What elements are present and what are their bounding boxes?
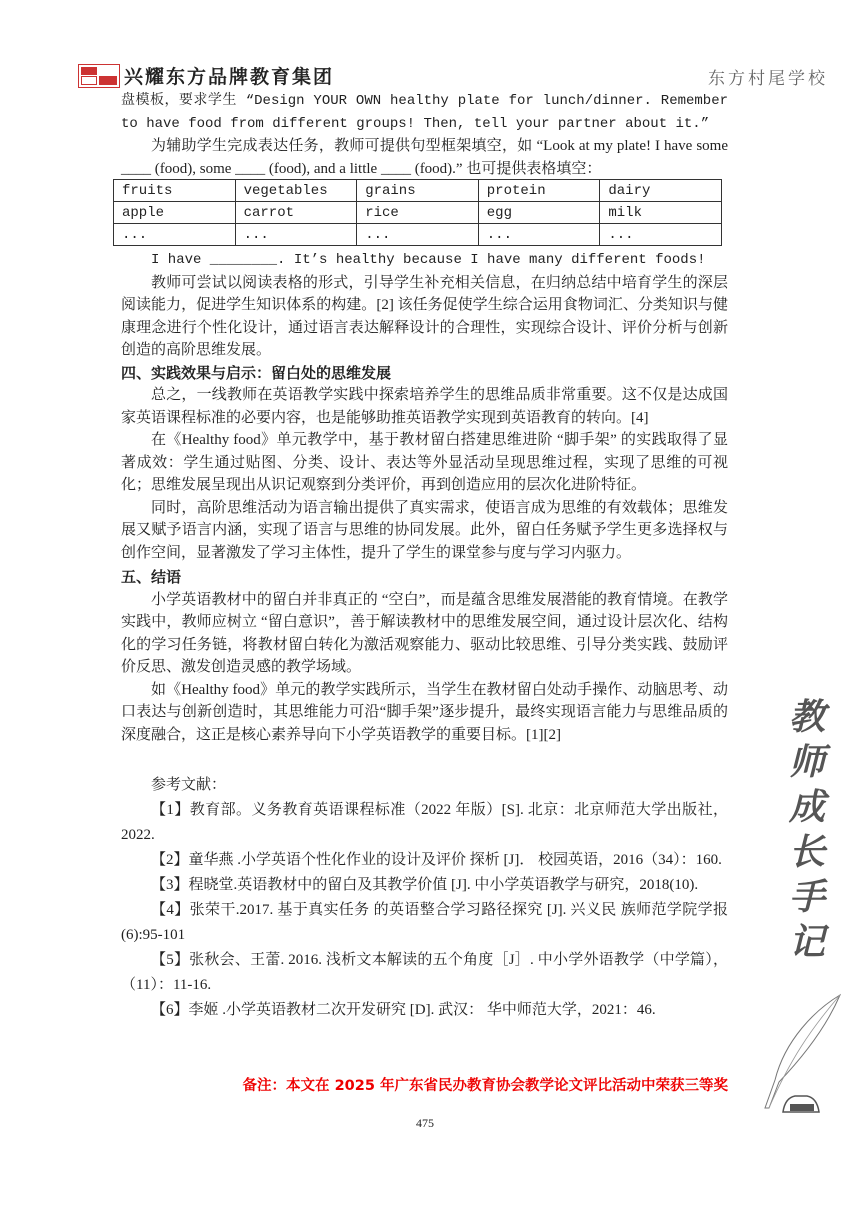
calligraphy-title — [782, 695, 832, 965]
table-row — [114, 202, 722, 224]
paragraph: 为辅助学生完成表达任务，教师可提供句型框架填空，如 “Look at my plate! I have some ____ (food), some ____ (food), and a little ____ (food).” 也可提供表格填空： — [121, 138, 728, 177]
calligraphy-char: 长 — [788, 831, 825, 873]
section-heading: 四、实践效果与启示：留白处的思维发展 — [121, 363, 392, 382]
table-cell: milk — [600, 202, 722, 224]
page-number: 475 — [416, 1116, 434, 1130]
paragraph: I have ________. It’s healthy because I have many different foods! — [151, 252, 706, 268]
table-cell: ... — [114, 224, 236, 246]
table-cell: apple — [114, 202, 236, 224]
reference-item: 【6】李姬 .小学英语教材二次开发研究 [D]. 武汉： 华中师范大学，2021：46. — [151, 1002, 656, 1018]
table-cell: ... — [478, 224, 600, 246]
table-cell: egg — [478, 202, 600, 224]
table-cell: carrot — [235, 202, 357, 224]
reference-item: 【5】张秋会、王蕾. 2016. 浅析文本解读的五个角度［J］. 中小学外语教学（中学篇），（11）：11-16. — [121, 952, 728, 993]
table-row — [114, 180, 722, 202]
reference-item: 【2】童华燕 .小学英语个性化作业的设计及评价 探析 [J]． 校园英语，2016（34）：160. — [151, 852, 722, 868]
award-note: 备注：本文在 2025 年广东省民办教育协会教学论文评比活动中荣获三等奖 — [242, 1078, 728, 1094]
calligraphy-char: 记 — [788, 921, 825, 963]
table-cell: protein — [478, 180, 600, 202]
paragraph: 在《Healthy food》单元教学中，基于教材留白搭建思维进阶 “脚手架” 的实践取得了显著成效：学生通过贴图、分类、设计、表达等外显活动呈现思维过程，实现了思维的可视化；思维发展呈现出从识记观察到分类评价，再到创造应用的层次化进阶特征。 — [121, 432, 728, 493]
table-cell: ... — [235, 224, 357, 246]
calligraphy-char: 师 — [788, 741, 825, 783]
paragraph: 如《Healthy food》单元的教学实践所示，当学生在教材留白处动手操作、动脑思考、动口表达与创新创造时，其思维能力可沿“脚手架”逐步提升，最终实现语言能力与思维品质的深度融合，这正是核心素养导向下小学英语教学的重要目标。[1][2] — [121, 681, 728, 743]
table-cell: grains — [357, 180, 479, 202]
paragraph: 总之，一线教师在英语教学实践中探索培养学生的思维品质非常重要。这不仅是达成国家英语课程标准的必要内容，也是能够助推英语教学实现到英语教育的转向。[4] — [121, 387, 728, 426]
calligraphy-char: 手 — [788, 876, 825, 918]
table-cell: vegetables — [235, 180, 357, 202]
references — [121, 773, 728, 1023]
reference-item: 【4】张荣干.2017. 基于真实任务 的英语整合学习路径探究 [J]. 兴义民 族师范学院学报 (6):95-101 — [121, 902, 728, 943]
table-cell: rice — [357, 202, 479, 224]
paragraph: 教师可尝试以阅读表格的形式，引导学生补充相关信息，在归纳总结中培育学生的深层阅读能力，促进学生知识体系的构建。[2] 该任务促使学生综合运用食物词汇、分类知识与健康理念进行个性化设计，通过语言表达解释设计的合理性，实现综合设计、评价分析与创新创造的高阶思维发展。 — [121, 274, 728, 358]
table-cell: dairy — [600, 180, 722, 202]
reference-item: 【1】教育部。义务教育英语课程标准（2022 年版）[S]. 北京：北京师范大学出版社，2022. — [121, 802, 728, 843]
paragraph: 小学英语教材中的留白并非真正的 “空白”，而是蕴含思维发展潜能的教育情境。在教学实践中，教师应树立 “留白意识”，善于解读教材中的思维发展空间，通过设计层次化、结构化的学习任务链，将教材留白转化为激活观察能力、驱动比较思维、引导分类实践、鼓励评价反思、激发创造灵感的教学场域。 — [121, 591, 728, 675]
food-table — [113, 179, 722, 246]
quill-ink-icon — [755, 990, 850, 1120]
table-cell: fruits — [114, 180, 236, 202]
group-logo — [78, 64, 120, 88]
body-top — [121, 90, 728, 180]
table-cell: ... — [600, 224, 722, 246]
calligraphy-char: 成 — [788, 786, 825, 828]
brand-title: 兴耀东方品牌教育集团 — [124, 66, 335, 88]
references-title: 参考文献： — [151, 777, 227, 793]
calligraphy-char: 教 — [788, 696, 825, 738]
school-name: 东方村尾学校 — [708, 69, 828, 89]
paragraph: 同时，高阶思维活动为语言输出提供了真实需求，使语言成为思维的有效载体；思维发展又赋予语言内涵，实现了语言与思维的协同发展。此外，留白任务赋予学生更多选择权与创作空间，显著激发了学习主体性，提升了学生的课堂参与度与学习内驱力。 — [121, 499, 728, 561]
table-cell: ... — [357, 224, 479, 246]
body-middle — [121, 249, 728, 746]
reference-item: 【3】程晓堂.英语教材中的留白及其教学价值 [J]. 中小学英语教学与研究，2018(10). — [151, 877, 699, 893]
paragraph: 盘模板，要求学生 “Design YOUR OWN healthy plate for lunch/dinner. Remember to have food from different groups! Then, tell your partner about it.” — [121, 93, 728, 132]
table-row — [114, 224, 722, 246]
section-heading: 五、结语 — [121, 568, 182, 586]
